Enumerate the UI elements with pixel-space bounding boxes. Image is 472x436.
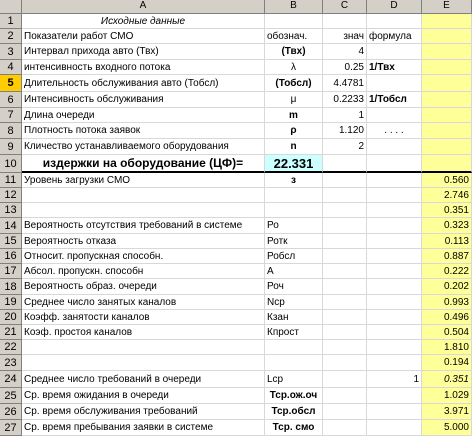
cell-d[interactable]: формула — [367, 29, 422, 44]
cell-b[interactable]: m — [265, 108, 323, 123]
table-row — [0, 420, 472, 436]
row-header[interactable]: 3 — [0, 44, 22, 60]
cell-d[interactable]: . . . . — [367, 123, 422, 139]
cell-e[interactable]: 1.029 — [422, 388, 472, 404]
cell-a[interactable]: Интервал прихода авто (Твх) — [22, 44, 265, 60]
cell-a[interactable] — [22, 355, 265, 371]
row-header[interactable]: 12 — [0, 188, 22, 203]
cell-c[interactable]: 1 — [323, 108, 367, 123]
cell-c[interactable] — [323, 388, 367, 404]
row-header[interactable]: 5 — [0, 75, 22, 92]
cell-e[interactable] — [422, 123, 472, 139]
table-row — [0, 279, 472, 295]
cell-e[interactable]: 1.810 — [422, 340, 472, 355]
cell-a[interactable]: Коэфф. занятости каналов — [22, 310, 265, 325]
cell-a[interactable]: Среднее число занятых каналов — [22, 295, 265, 310]
cell-c[interactable]: 4 — [323, 44, 367, 60]
cell-d[interactable] — [367, 75, 422, 92]
cell-e[interactable] — [422, 155, 472, 173]
table-row — [0, 155, 472, 173]
cell-a[interactable]: Среднее число требований в очереди — [22, 371, 265, 388]
cell-c[interactable] — [323, 203, 367, 218]
row-header[interactable]: 2 — [0, 29, 22, 44]
cell-d[interactable] — [367, 310, 422, 325]
row-header[interactable]: 13 — [0, 203, 22, 218]
cell-c[interactable] — [323, 264, 367, 279]
cell-b[interactable]: обознач. — [265, 29, 323, 44]
cell-e[interactable]: 0.202 — [422, 279, 472, 295]
cell-b[interactable] — [265, 188, 323, 203]
cell-d[interactable] — [367, 173, 422, 188]
cell-b[interactable]: Робсл — [265, 249, 323, 264]
table-row — [0, 264, 472, 279]
cell-d[interactable]: 1/Тобсл — [367, 92, 422, 108]
cell-a[interactable] — [22, 340, 265, 355]
cell-d[interactable] — [367, 340, 422, 355]
cell-a[interactable]: Показатели работ СМО — [22, 29, 265, 44]
row-header[interactable]: 7 — [0, 108, 22, 123]
cell-a[interactable]: Вероятность образ. очереди — [22, 279, 265, 295]
row-header[interactable]: 22 — [0, 340, 22, 355]
table-row — [0, 14, 472, 29]
cell-b[interactable] — [265, 340, 323, 355]
cell-c[interactable] — [323, 234, 367, 249]
row-header[interactable]: 9 — [0, 139, 22, 155]
table-row — [0, 325, 472, 340]
cell-c[interactable] — [323, 295, 367, 310]
column-header-e[interactable]: E — [422, 0, 472, 14]
cell-e[interactable]: 0.113 — [422, 234, 472, 249]
cell-d[interactable] — [367, 188, 422, 203]
column-header-c[interactable]: C — [323, 0, 367, 14]
cell-b[interactable]: Ротк — [265, 234, 323, 249]
cell-b[interactable] — [265, 355, 323, 371]
cell-d[interactable] — [367, 355, 422, 371]
table-row — [0, 310, 472, 325]
cell-e[interactable]: 5.000 — [422, 420, 472, 436]
cell-a[interactable]: Коэф. простоя каналов — [22, 325, 265, 340]
cell-a[interactable]: Ср. время ожидания в очереди — [22, 388, 265, 404]
cell-b[interactable]: λ — [265, 60, 323, 75]
cell-b[interactable] — [265, 203, 323, 218]
cell-b[interactable]: Lср — [265, 371, 323, 388]
cell-b[interactable]: з — [265, 173, 323, 188]
cell-d[interactable] — [367, 108, 422, 123]
cell-e[interactable]: 0.194 — [422, 355, 472, 371]
cell-d[interactable] — [367, 203, 422, 218]
cell-c[interactable] — [323, 218, 367, 234]
cell-b[interactable]: ρ — [265, 123, 323, 139]
table-row — [0, 29, 472, 44]
table-row — [0, 60, 472, 75]
table-row — [0, 371, 472, 388]
cell-d[interactable] — [367, 388, 422, 404]
cell-c[interactable] — [323, 279, 367, 295]
row-header[interactable]: 24 — [0, 371, 22, 388]
row-header[interactable]: 21 — [0, 325, 22, 340]
cell-c[interactable] — [323, 325, 367, 340]
cell-a[interactable]: Относит. пропускная способн. — [22, 249, 265, 264]
table-row — [0, 234, 472, 249]
cell-e[interactable]: 0.222 — [422, 264, 472, 279]
cell-b[interactable]: n — [265, 139, 323, 155]
row-header[interactable]: 17 — [0, 264, 22, 279]
cell-d[interactable] — [367, 218, 422, 234]
cell-c[interactable]: 4.4781 — [323, 75, 367, 92]
cell-e[interactable]: 0.351 — [422, 371, 472, 388]
table-row — [0, 295, 472, 310]
cell-d[interactable]: 1 — [367, 371, 422, 388]
table-row — [0, 123, 472, 139]
cell-e[interactable]: 2.746 — [422, 188, 472, 203]
cell-b[interactable]: Тср.ож.оч — [265, 388, 323, 404]
cell-b[interactable] — [265, 14, 323, 29]
cell-d[interactable] — [367, 155, 422, 173]
row-header[interactable]: 14 — [0, 218, 22, 234]
row-header[interactable]: 10 — [0, 155, 22, 173]
cell-e[interactable] — [422, 14, 472, 29]
cell-d[interactable] — [367, 234, 422, 249]
cell-a[interactable]: Длительность обслуживания авто (Тобсл) — [22, 75, 265, 92]
cell-e[interactable]: 0.993 — [422, 295, 472, 310]
cell-a[interactable] — [22, 203, 265, 218]
cell-e[interactable] — [422, 108, 472, 123]
cell-c[interactable] — [323, 340, 367, 355]
cell-e[interactable]: 0.351 — [422, 203, 472, 218]
cell-c[interactable] — [323, 14, 367, 29]
cell-c[interactable]: 1.120 — [323, 123, 367, 139]
cell-d[interactable] — [367, 404, 422, 420]
row-header[interactable]: 1 — [0, 14, 22, 29]
cell-e[interactable] — [422, 29, 472, 44]
table-row — [0, 355, 472, 371]
cell-a[interactable]: Вероятность отказа — [22, 234, 265, 249]
cell-d[interactable] — [367, 420, 422, 436]
cell-b[interactable]: Роч — [265, 279, 323, 295]
cell-b[interactable]: (Тобсл) — [265, 75, 323, 92]
table-row — [0, 218, 472, 234]
cell-b[interactable]: Тср. смо — [265, 420, 323, 436]
cell-c[interactable]: 0.25 — [323, 60, 367, 75]
cell-c[interactable]: знач — [323, 29, 367, 44]
cell-a[interactable] — [22, 188, 265, 203]
row-header[interactable]: 15 — [0, 234, 22, 249]
table-row — [0, 75, 472, 92]
cell-c[interactable] — [323, 420, 367, 436]
cell-c[interactable]: 2 — [323, 139, 367, 155]
cell-a[interactable]: Исходные данные — [22, 14, 265, 29]
cell-a[interactable]: интенсивность входного потока — [22, 60, 265, 75]
row-header[interactable]: 27 — [0, 420, 22, 436]
cell-e[interactable] — [422, 44, 472, 60]
table-row — [0, 92, 472, 108]
cell-e[interactable]: 0.560 — [422, 173, 472, 188]
cell-b[interactable]: 22.331 — [265, 155, 323, 173]
row-header[interactable]: 20 — [0, 310, 22, 325]
row-header[interactable]: 8 — [0, 123, 22, 139]
cell-d[interactable]: 1/Твх — [367, 60, 422, 75]
cell-d[interactable] — [367, 325, 422, 340]
cell-c[interactable]: 0.2233 — [323, 92, 367, 108]
table-row — [0, 139, 472, 155]
table-row — [0, 404, 472, 420]
cell-c[interactable] — [323, 355, 367, 371]
cell-e[interactable]: 3.971 — [422, 404, 472, 420]
cell-b[interactable]: μ — [265, 92, 323, 108]
cell-c[interactable] — [323, 173, 367, 188]
cell-c[interactable] — [323, 155, 367, 173]
row-header[interactable]: 19 — [0, 295, 22, 310]
cell-b[interactable]: Nср — [265, 295, 323, 310]
row-header[interactable]: 18 — [0, 279, 22, 295]
cell-a[interactable]: издержки на оборудование (ЦФ)= — [22, 155, 265, 173]
row-header[interactable]: 16 — [0, 249, 22, 264]
cell-e[interactable]: 0.887 — [422, 249, 472, 264]
cell-e[interactable] — [422, 75, 472, 92]
cell-a[interactable]: Уровень загрузки СМО — [22, 173, 265, 188]
cell-c[interactable] — [323, 404, 367, 420]
cell-d[interactable] — [367, 44, 422, 60]
cell-e[interactable]: 0.504 — [422, 325, 472, 340]
cell-d[interactable] — [367, 249, 422, 264]
cell-b[interactable]: Кпрост — [265, 325, 323, 340]
table-row — [0, 249, 472, 264]
cell-a[interactable]: Кличество устанавливаемого оборудования — [22, 139, 265, 155]
cell-b[interactable]: А — [265, 264, 323, 279]
row-header[interactable]: 11 — [0, 173, 22, 188]
row-header[interactable]: 6 — [0, 92, 22, 108]
row-header[interactable]: 4 — [0, 60, 22, 75]
table-row — [0, 340, 472, 355]
cell-a[interactable]: Ср. время пребывания заявки в системе — [22, 420, 265, 436]
table-row — [0, 44, 472, 60]
cell-a[interactable]: Ср. время обслуживания требований — [22, 404, 265, 420]
row-header[interactable]: 23 — [0, 355, 22, 371]
column-header-b[interactable]: B — [265, 0, 323, 14]
cell-a[interactable]: Абсол. пропускн. способн — [22, 264, 265, 279]
cell-d[interactable] — [367, 139, 422, 155]
table-row — [0, 108, 472, 123]
table-row — [0, 203, 472, 218]
cell-c[interactable] — [323, 188, 367, 203]
cell-b[interactable]: Тср.обсл — [265, 404, 323, 420]
cell-b[interactable]: Ро — [265, 218, 323, 234]
cell-a[interactable]: Интенсивность обслуживания — [22, 92, 265, 108]
cell-c[interactable] — [323, 371, 367, 388]
cell-e[interactable] — [422, 92, 472, 108]
cell-a[interactable]: Плотность потока заявок — [22, 123, 265, 139]
cell-d[interactable] — [367, 14, 422, 29]
cell-c[interactable] — [323, 310, 367, 325]
column-header-a[interactable]: A — [22, 0, 265, 14]
cell-d[interactable] — [367, 279, 422, 295]
cell-a[interactable]: Вероятность отсутствия требований в системе — [22, 218, 265, 234]
table-row — [0, 188, 472, 203]
cell-d[interactable] — [367, 264, 422, 279]
column-header-d[interactable]: D — [367, 0, 422, 14]
table-row — [0, 173, 472, 188]
cell-e[interactable] — [422, 60, 472, 75]
cell-d[interactable] — [367, 295, 422, 310]
cell-b[interactable]: (Твх) — [265, 44, 323, 60]
table-row — [0, 388, 472, 404]
select-all-corner[interactable] — [0, 0, 22, 14]
row-header[interactable]: 26 — [0, 404, 22, 420]
cell-b[interactable]: Кзан — [265, 310, 323, 325]
cell-e[interactable] — [422, 139, 472, 155]
cell-a[interactable]: Длина очереди — [22, 108, 265, 123]
cell-e[interactable]: 0.323 — [422, 218, 472, 234]
cell-e[interactable]: 0.496 — [422, 310, 472, 325]
row-header[interactable]: 25 — [0, 388, 22, 404]
cell-c[interactable] — [323, 249, 367, 264]
